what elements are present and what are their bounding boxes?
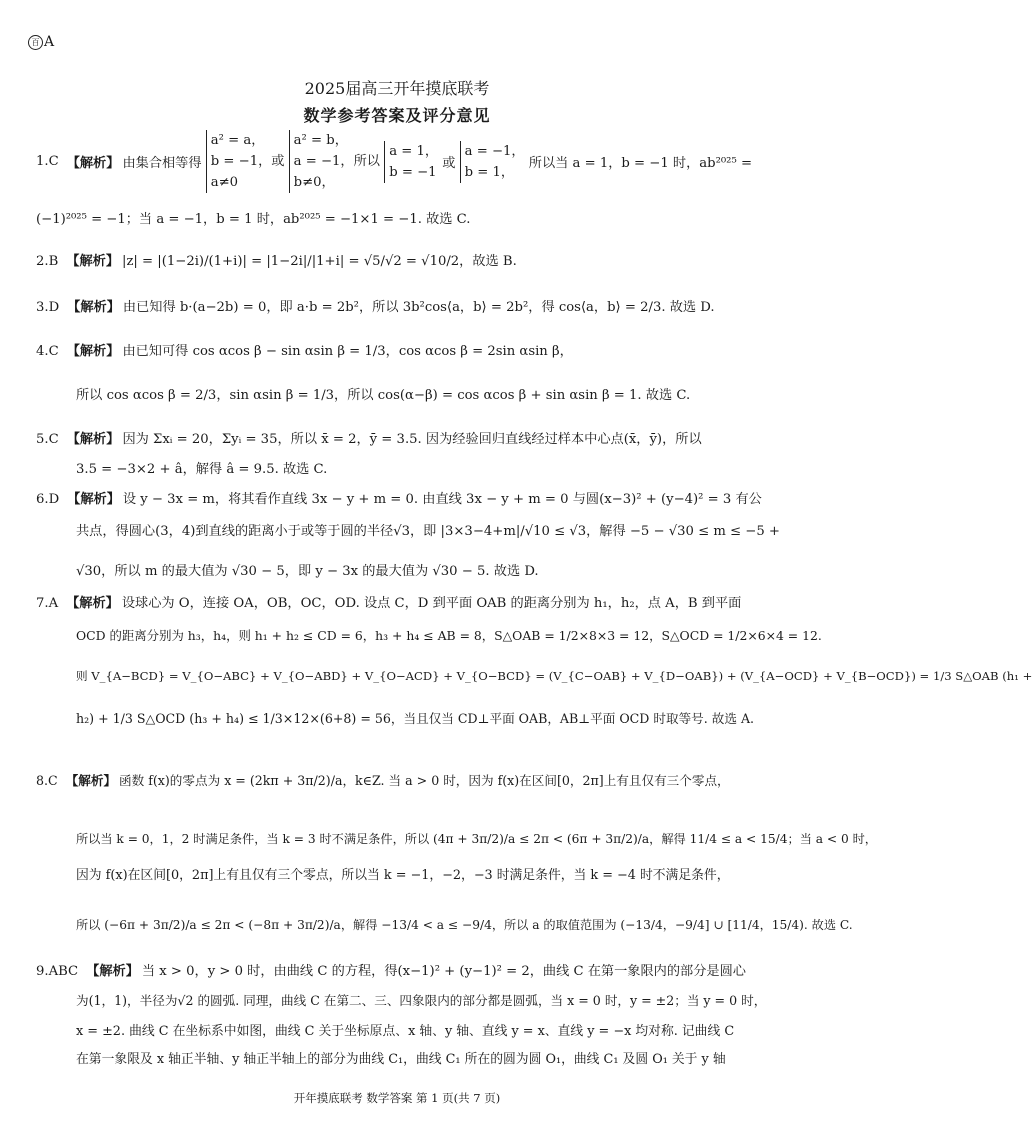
answer-8-line-4: 所以 (−6π + 3π/2)/a ≤ 2π < (−8π + 3π/2)/a，解得 −13/4 < a ≤ −9/4，所以 a 的取值范围为 (−13/4，−9/4] ∪ [11/4，15/4). 故选 C.: [76, 918, 853, 932]
equation-system-2: a² = b， a = −1，所以 b≠0，: [289, 130, 380, 193]
answer-8: 8.C 【解析】 函数 f(x)的零点为 x = (2kπ + 3π/2)/a，k∈Z. 当 a > 0 时，因为 f(x)在区间[0，2π]上有且仅有三个零点，: [36, 773, 730, 788]
circle-mark-icon: 百: [28, 35, 43, 50]
answer-7-line-4: h₂) + 1/3 S△OCD (h₃ + h₄) ≤ 1/3×12×(6+8) = 56，当且仅当 CD⊥平面 OAB，AB⊥平面 OCD 时取等号. 故选 A.: [76, 711, 755, 726]
answer-5-line-2: 3.5 = −3×2 + â，解得 â = 9.5. 故选 C.: [76, 462, 328, 477]
answer-6-line-2: 共点，得圆心(3，4)到直线的距离小于或等于圆的半径√3，即 |3×3−4+m|/√10 ≤ √3，解得 −5 − √30 ≤ m ≤ −5 +: [76, 524, 780, 539]
answer-6-line-3: √30，所以 m 的最大值为 √30 − 5，即 y − 3x 的最大值为 √30 − 5. 故选 D.: [76, 564, 539, 579]
answer-9: 9.ABC 【解析】 当 x > 0，y > 0 时，由曲线 C 的方程，得(x−1)² + (y−1)² = 2，曲线 C 在第一象限内的部分是圆心: [36, 964, 746, 979]
answer-7-line-2: OCD 的距离分别为 h₃，h₄，则 h₁ + h₂ ≤ CD = 6，h₃ + h₄ ≤ AB = 8，S△OAB = 1/2×8×3 = 12，S△OCD = 1/2×6×4 = 12.: [76, 628, 822, 643]
equation-system-3: a = 1， b = −1: [384, 141, 438, 183]
answer-4-line-2: 所以 cos αcos β = 2/3，sin αsin β = 1/3，所以 cos(α−β) = cos αcos β + sin αsin β = 1. 故选 C.: [76, 388, 691, 403]
answer-2: 2.B 【解析】 |z| = |(1−2i)/(1+i)| = |1−2i|/|1+i| = √5/√2 = √10/2，故选 B.: [36, 254, 517, 269]
answer-1: 1.C 【解析】 由集合相等得 a² = a， b = −1，或 a≠0 a² = b， a = −1，所以 b≠0， a = 1， b = −1 或 a = −1， b = 1， 所以当 a = 1，b = −1 时，ab²⁰²⁵ =: [36, 130, 752, 193]
answer-9-line-3: x = ±2. 曲线 C 在坐标系中如图，曲线 C 关于坐标原点、x 轴、y 轴、直线 y = x、直线 y = −x 均对称. 记曲线 C: [76, 1024, 735, 1039]
page-title: 2025届高三开年摸底联考: [304, 79, 490, 98]
answer-4: 4.C 【解析】 由已知可得 cos αcos β − sin αsin β = 1/3，cos αcos β = 2sin αsin β，: [36, 344, 573, 359]
equation-system-1: a² = a， b = −1，或 a≠0: [206, 130, 285, 193]
page-footer: 开年摸底联考 数学答案 第 1 页(共 7 页): [293, 1091, 501, 1105]
answer-8-line-3: 因为 f(x)在区间[0，2π]上有且仅有三个零点，所以当 k = −1，−2，−3 时满足条件，当 k = −4 时不满足条件，: [76, 868, 730, 883]
answer-7-line-3: 则 V_{A−BCD} = V_{O−ABC} + V_{O−ABD} + V_{O−ACD} + V_{O−BCD} = (V_{C−OAB} + V_{D−OAB}) + (V_{A−OCD} + V_{B−OCD}) = 1/3 S△OAB (h₁ +: [76, 669, 1032, 683]
answer-5: 5.C 【解析】 因为 Σxᵢ = 20，Σyᵢ = 35，所以 x̄ = 2，ȳ = 3.5. 因为经验回归直线经过样本中心点(x̄，ȳ)，所以: [36, 432, 702, 447]
answer-1-line-2: (−1)²⁰²⁵ = −1；当 a = −1，b = 1 时，ab²⁰²⁵ = −1×1 = −1. 故选 C.: [36, 212, 471, 227]
page-subtitle: 数学参考答案及评分意见: [303, 106, 491, 125]
answer-9-line-2: 为(1，1)，半径为√2 的圆弧. 同理，曲线 C 在第二、三、四象限内的部分都是圆弧，当 x = 0 时，y = ±2；当 y = 0 时，: [76, 993, 767, 1008]
equation-system-4: a = −1， b = 1，: [460, 141, 525, 183]
answer-9-line-4: 在第一象限及 x 轴正半轴、y 轴正半轴上的部分为曲线 C₁，曲线 C₁ 所在的圆为圆 O₁，曲线 C₁ 及圆 O₁ 关于 y 轴: [76, 1052, 726, 1067]
answer-7: 7.A 【解析】 设球心为 O，连接 OA，OB，OC，OD. 设点 C，D 到平面 OAB 的距离分别为 h₁，h₂，点 A，B 到平面: [36, 596, 742, 611]
answer-8-line-2: 所以当 k = 0，1，2 时满足条件，当 k = 3 时不满足条件，所以 (4π + 3π/2)/a ≤ 2π < (6π + 3π/2)/a，解得 11/4 ≤ a < 15/4；当 a < 0 时，: [76, 832, 877, 846]
answer-6: 6.D 【解析】 设 y − 3x = m，将其看作直线 3x − y + m = 0. 由直线 3x − y + m = 0 与圆(x−3)² + (y−4)² = 3 有公: [36, 492, 762, 507]
corner-mark: 百 A: [28, 34, 54, 50]
answer-3: 3.D 【解析】 由已知得 b·(a−2b) = 0，即 a·b = 2b²，所以 3b²cos⟨a，b⟩ = 2b²，得 cos⟨a，b⟩ = 2/3. 故选 D.: [36, 300, 715, 315]
